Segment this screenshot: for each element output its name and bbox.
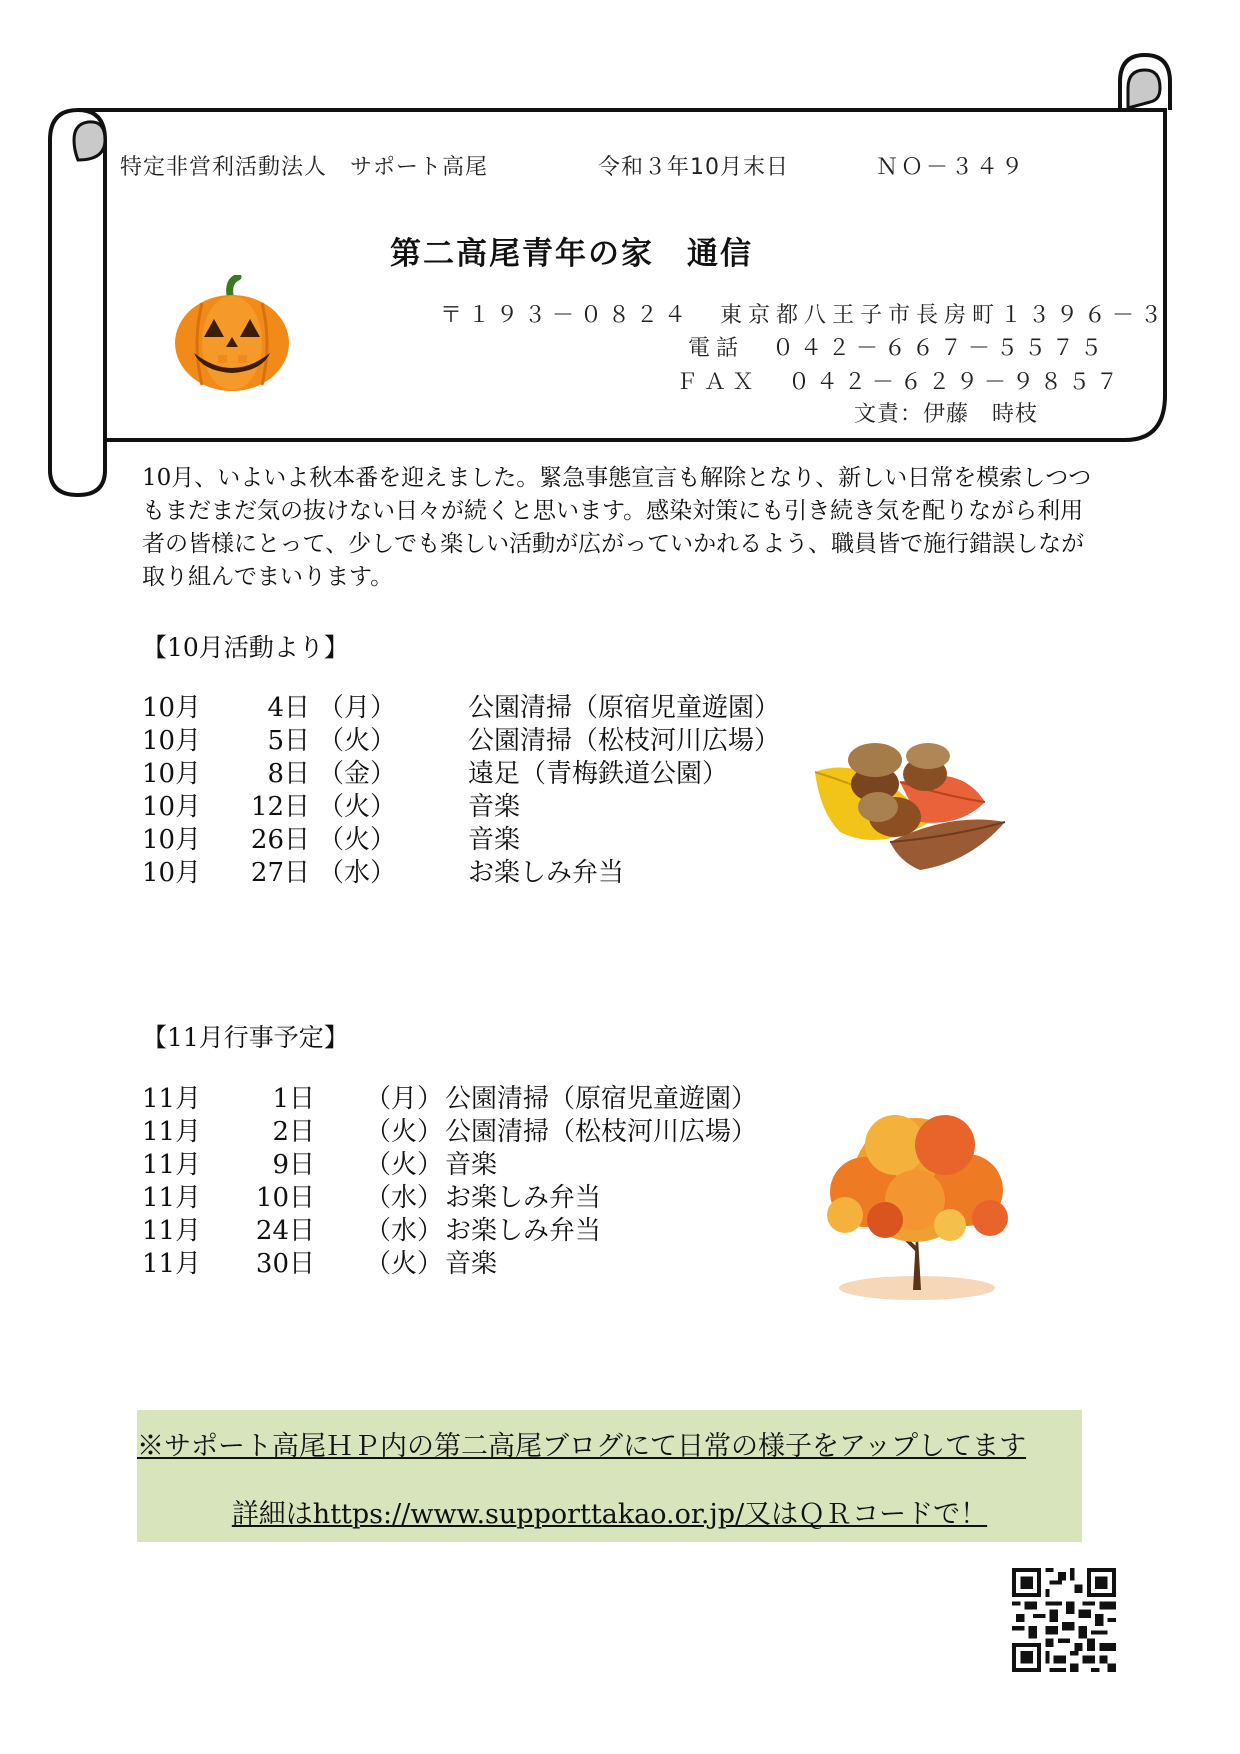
event-month: 10月 [142,726,202,756]
event-weekday: （金） [318,759,397,789]
event-name: 音楽 [445,1249,498,1279]
event-weekday: （火） [318,792,397,822]
list-item [142,1083,757,1116]
event-weekday: （月） [318,693,397,723]
event-month: 11月 [142,1183,202,1213]
event-name: 音楽 [468,792,521,822]
fax-number: ＦＡＸ ０４２－６２９－９８５７ [676,370,1125,395]
event-name: 公園清掃（原宿児童遊園） [445,1084,758,1114]
event-day: 4日 [267,693,310,723]
intro-line: 取り組んでまいります。 [142,564,394,590]
november-section-title: 【11月行事予定】 [142,1023,349,1052]
october-events [142,692,780,890]
event-month: 11月 [142,1216,202,1246]
event-weekday: （火） [365,1150,444,1180]
intro-line: もまだまだ気の抜けない日々が続くと思います。感染対策にも引き続き気を配りながら利用 [142,498,1084,524]
event-name: お楽しみ弁当 [468,858,625,888]
event-day: 5日 [267,726,310,756]
event-name: 音楽 [445,1150,498,1180]
event-name: 遠足（青梅鉄道公園） [468,759,729,789]
event-name: 公園清掃（松枝河川広場） [445,1117,758,1147]
october-section-title: 【10月活動より】 [142,633,349,662]
list-item [142,1215,757,1248]
intro-line: 者の皆様にとって、少しでも楽しい活動が広がっていかれるよう、職員皆で施行錯誤しなが [142,531,1085,557]
list-item [142,758,780,791]
jack-o-lantern-icon [172,275,292,393]
list-item [142,692,780,725]
event-day: 26日 [250,825,310,855]
list-item [142,1116,757,1149]
event-weekday: （水） [365,1216,444,1246]
event-month: 10月 [142,693,202,723]
november-events [142,1083,757,1281]
page-title: 第二高尾青年の家 通信 [390,236,753,272]
event-weekday: （火） [365,1117,444,1147]
author-credit: 文責：伊藤 時枝 [854,402,1039,427]
list-item [142,824,780,857]
organization-name: 特定非営利活動法人 サポート高尾 [120,155,489,180]
event-month: 11月 [142,1117,202,1147]
banner-website-link[interactable]: 詳細はhttps://www.supporttakao.or.jp/又はＱＲコードで！ [231,1499,988,1530]
event-weekday: （火） [318,726,397,756]
intro-text [142,462,1172,594]
event-month: 10月 [142,858,202,888]
event-weekday: （火） [318,825,397,855]
event-month: 10月 [142,759,202,789]
issue-number: ＮＯ－３４９ [876,155,1027,180]
acorns-leaves-illustration [810,712,1020,882]
list-item [142,725,780,758]
list-item [142,791,780,824]
autumn-tree-illustration [805,1100,1025,1310]
event-day: 8日 [267,759,310,789]
event-name: お楽しみ弁当 [445,1216,602,1246]
qr-code[interactable] [1012,1568,1116,1672]
phone-number: 電話 ０４２－６６７－５５７５ [688,336,1109,361]
event-name: お楽しみ弁当 [445,1183,602,1213]
event-day: 9日 [272,1150,315,1180]
event-weekday: （水） [365,1183,444,1213]
list-item [142,1149,757,1182]
blog-banner [137,1410,1082,1542]
event-name: 音楽 [468,825,521,855]
list-item [142,1182,757,1215]
list-item [142,857,780,890]
postal-address: 〒１９３－０８２４ 東京都八王子市長房町１３９６－３ [440,303,1169,328]
event-name: 公園清掃（松枝河川広場） [468,726,781,756]
event-month: 10月 [142,792,202,822]
event-month: 11月 [142,1084,202,1114]
banner-blog-notice: ※サポート高尾ＨＰ内の第二高尾ブログにて日常の様子をアップしてます [137,1431,1027,1462]
event-name: 公園清掃（原宿児童遊園） [468,693,781,723]
event-month: 10月 [142,825,202,855]
event-day: 27日 [250,858,310,888]
intro-line: 10月、いよいよ秋本番を迎えました。緊急事態宣言も解除となり、新しい日常を模索しつつ [142,465,1092,491]
event-day: 12日 [250,792,310,822]
event-day: 2日 [272,1117,315,1147]
event-weekday: （火） [365,1249,444,1279]
event-weekday: （水） [318,858,397,888]
event-month: 11月 [142,1249,202,1279]
list-item [142,1248,757,1281]
event-weekday: （月） [365,1084,444,1114]
event-day: 30日 [255,1249,315,1279]
issue-date: 令和３年10月末日 [598,155,789,180]
event-day: 1日 [272,1084,315,1114]
event-month: 11月 [142,1150,202,1180]
event-day: 24日 [255,1216,315,1246]
event-day: 10日 [255,1183,315,1213]
